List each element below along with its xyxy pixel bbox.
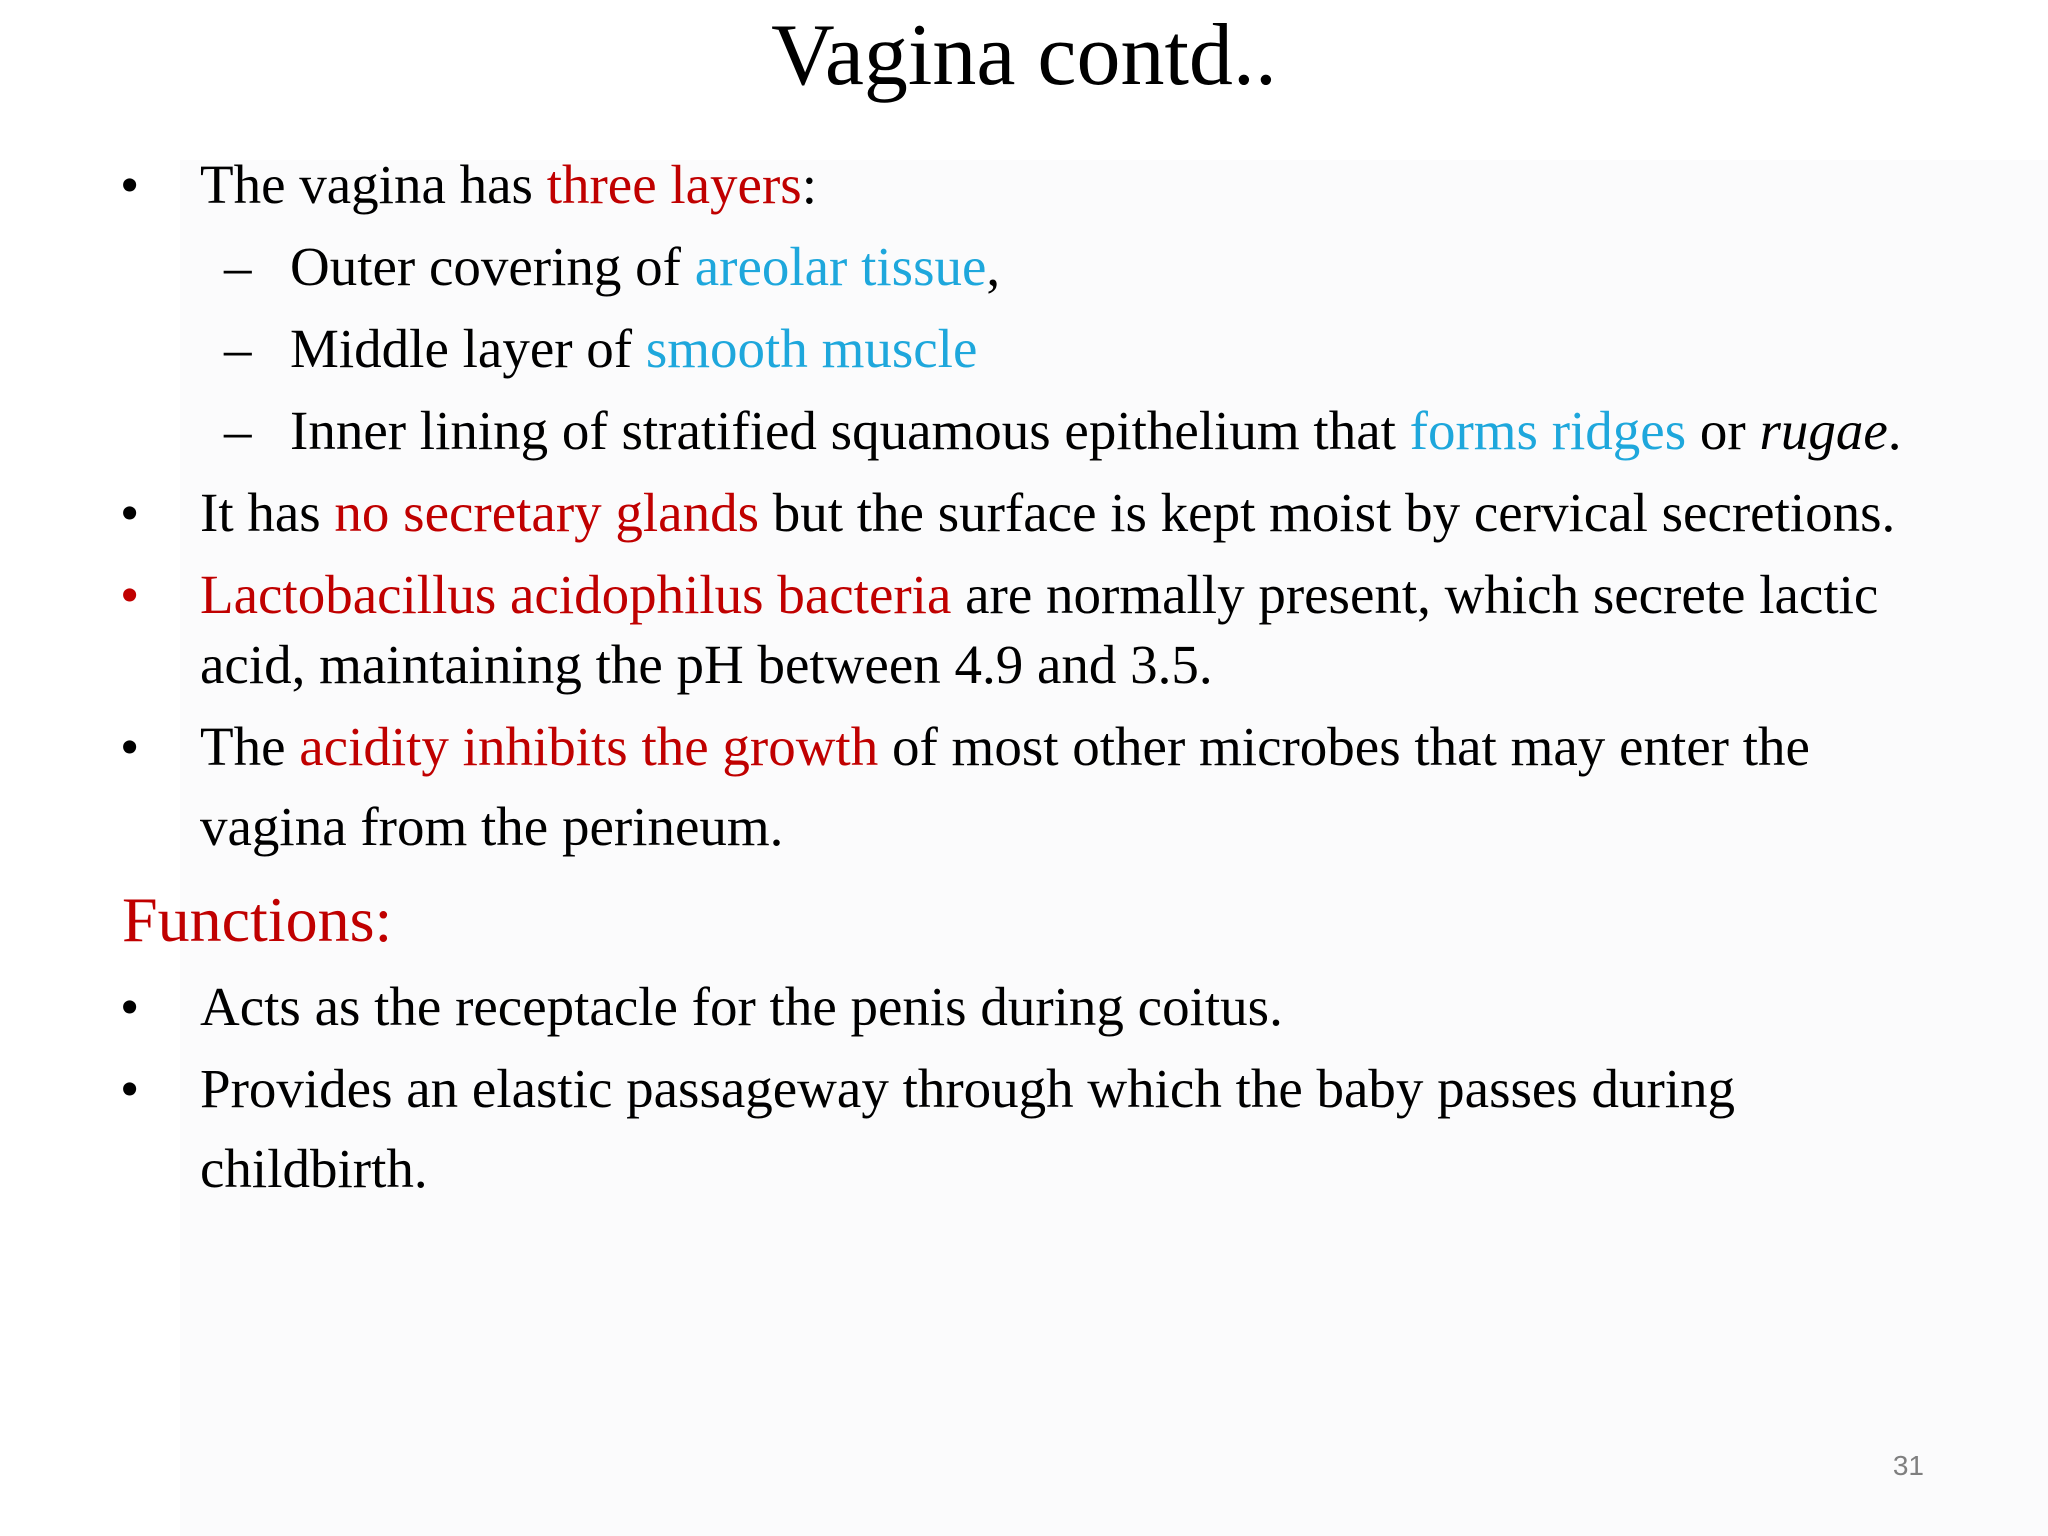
- bullet-acidity: The acidity inhibits the growth of most other microbes that may enter the: [200, 716, 1810, 777]
- function-item-passageway-cont: childbirth.: [200, 1138, 428, 1199]
- highlight-text: forms ridges: [1409, 400, 1687, 461]
- sub-item-outer: Outer covering of areolar tissue,: [290, 236, 1001, 297]
- emphasis-text: three layers: [546, 154, 802, 215]
- dash-icon: –: [224, 400, 252, 461]
- bullet-icon: •: [120, 716, 140, 777]
- sub-item-middle: Middle layer of smooth muscle: [290, 318, 978, 379]
- bullet-icon: •: [120, 564, 140, 625]
- emphasis-text: Lactobacillus acidophilus bacteria: [200, 564, 952, 625]
- bullet-secretions: It has no secretary glands but the surface is kept moist by cervical secretions.: [200, 482, 1896, 543]
- bullet-icon: •: [120, 154, 140, 215]
- dash-icon: –: [224, 236, 252, 297]
- italic-term: rugae: [1759, 400, 1888, 461]
- page-number: 31: [1892, 1450, 1924, 1481]
- sub-item-inner: Inner lining of stratified squamous epithelium that forms ridges or rugae.: [290, 400, 1902, 461]
- dash-icon: –: [224, 318, 252, 379]
- bullet-lactobacillus-cont: acid, maintaining the pH between 4.9 and 3.5.: [200, 634, 1213, 695]
- function-item-receptacle: Acts as the receptacle for the penis during coitus.: [200, 976, 1283, 1037]
- highlight-text: smooth muscle: [645, 318, 978, 379]
- functions-heading: Functions:: [122, 884, 393, 955]
- bullet-icon: •: [120, 1058, 140, 1119]
- bullet-layers: The vagina has three layers:: [200, 154, 817, 215]
- function-item-passageway: Provides an elastic passageway through which the baby passes during: [200, 1058, 1736, 1119]
- bullet-icon: •: [120, 482, 140, 543]
- emphasis-text: acidity inhibits the growth: [299, 716, 879, 777]
- bullet-icon: •: [120, 976, 140, 1037]
- bullet-acidity-cont: vagina from the perineum.: [200, 796, 784, 857]
- bullet-lactobacillus: Lactobacillus acidophilus bacteria are normally present, which secrete lactic: [200, 564, 1879, 625]
- emphasis-text: no secretary glands: [334, 482, 759, 543]
- highlight-text: areolar tissue: [694, 236, 987, 297]
- slide-title: Vagina contd..: [771, 7, 1277, 104]
